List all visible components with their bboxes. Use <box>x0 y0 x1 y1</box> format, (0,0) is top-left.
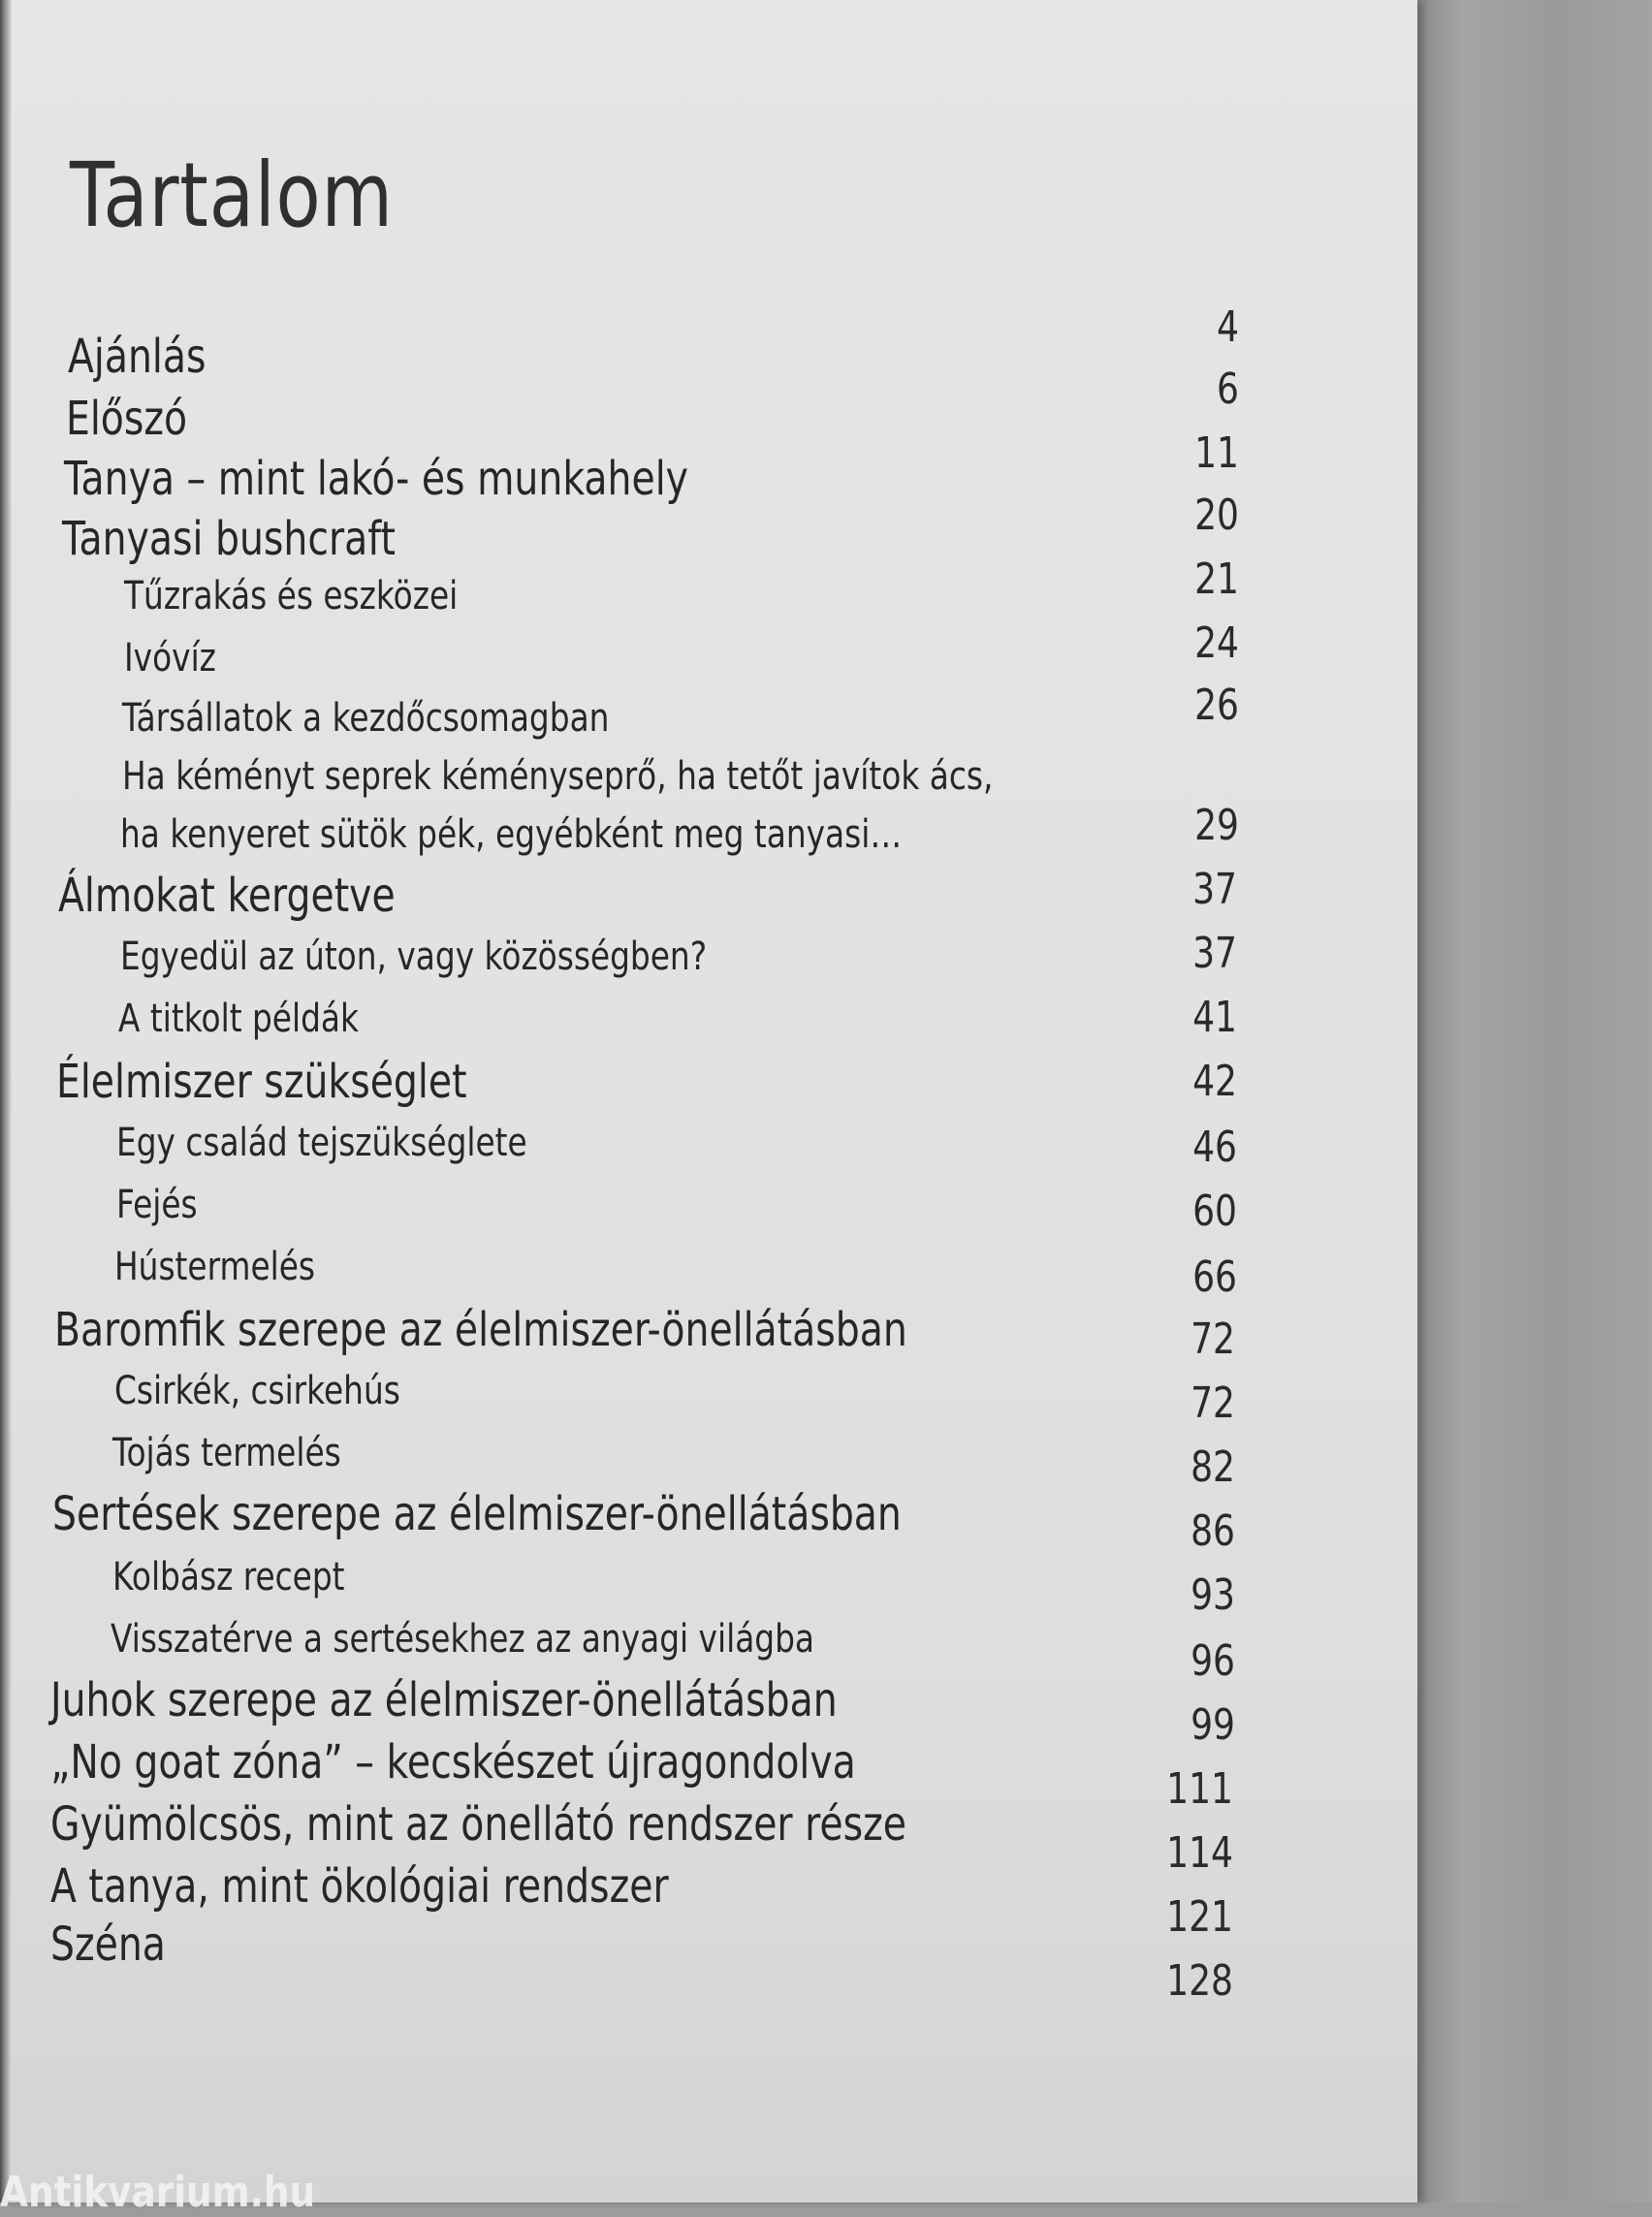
page-number: 121 <box>1166 1892 1233 1942</box>
page-number: 29 <box>1194 801 1239 850</box>
toc-subentry: Egy család tejszükséglete <box>116 1121 527 1165</box>
page-number: 20 <box>1194 491 1239 540</box>
toc-entry: Álmokat kergetve <box>58 869 396 923</box>
page-number: 86 <box>1191 1506 1235 1556</box>
page-number: 111 <box>1166 1764 1233 1814</box>
toc-subentry: A titkolt példák <box>118 997 360 1041</box>
toc-entry: Gyümölcsös, mint az önellátó rendszer része <box>50 1797 907 1852</box>
toc-subentry: Ha kéményt seprek kéményseprő, ha tetőt javítok ács, <box>122 754 994 799</box>
toc-subentry: Tűzrakás és eszközei <box>124 574 459 618</box>
page-number: 93 <box>1191 1570 1235 1620</box>
page-number: 6 <box>1217 364 1239 414</box>
page-number: 96 <box>1191 1636 1235 1686</box>
page-number: 60 <box>1192 1187 1237 1236</box>
page-number: 82 <box>1191 1442 1235 1492</box>
page-number: 128 <box>1166 1956 1233 2006</box>
toc-subentry: Hústermelés <box>114 1245 316 1289</box>
toc-entry: A tanya, mint ökológiai rendszer <box>50 1859 669 1914</box>
page-number: 41 <box>1192 993 1237 1042</box>
page-number: 46 <box>1192 1123 1237 1172</box>
toc-entry: Előszó <box>66 392 188 446</box>
toc-entry: Széna <box>50 1917 166 1972</box>
toc-subentry: Egyedül az úton, vagy közösségben? <box>120 934 708 979</box>
page-binding-edge <box>0 0 12 2202</box>
toc-subentry: Fejés <box>116 1183 198 1227</box>
page-number: 114 <box>1166 1828 1233 1878</box>
toc-subentry: Tojás termelés <box>112 1431 341 1475</box>
toc-entry: Sertések szerepe az élelmiszer-önellátásban <box>52 1487 902 1541</box>
page-number: 4 <box>1217 302 1239 352</box>
background-surface <box>1415 0 1652 2202</box>
page-number: 26 <box>1194 681 1239 730</box>
toc-entry: Tanya – mint lakó- és munkahely <box>64 452 688 506</box>
page-number: 24 <box>1194 618 1239 668</box>
page-number: 37 <box>1192 865 1237 914</box>
toc-subentry: Társállatok a kezdőcsomagban <box>122 696 610 741</box>
toc-entry: „No goat zóna” – kecskészet újragondolva <box>50 1735 856 1789</box>
toc-subentry: ha kenyeret sütök pék, egyébként meg tanyasi… <box>120 812 903 857</box>
toc-subentry: Visszatérve a sertésekhez az anyagi világba <box>111 1617 815 1662</box>
page-title: Tartalom <box>70 143 394 247</box>
toc-entry: Ajánlás <box>68 330 206 384</box>
page-number: 99 <box>1191 1700 1235 1750</box>
toc-subentry: Ivóvíz <box>124 636 216 681</box>
toc-subentry: Csirkék, csirkehús <box>114 1369 400 1413</box>
toc-entry: Juhok szerepe az élelmiszer-önellátásban <box>50 1673 838 1727</box>
page-number: 37 <box>1192 929 1237 978</box>
toc-subentry: Kolbász recept <box>112 1555 345 1599</box>
toc-entry: Tanyasi bushcraft <box>62 512 396 566</box>
page-number: 21 <box>1194 554 1239 604</box>
toc-entry: Élelmiszer szükséglet <box>56 1055 467 1109</box>
watermark: Antikvarium.hu <box>0 2168 316 2217</box>
page-number: 66 <box>1192 1252 1237 1302</box>
page-number: 72 <box>1191 1378 1235 1428</box>
page-number: 72 <box>1191 1314 1235 1364</box>
page-number: 42 <box>1192 1057 1237 1106</box>
toc-entry: Baromfik szerepe az élelmiszer-önellátásban <box>54 1303 907 1357</box>
page-number: 11 <box>1194 428 1239 478</box>
